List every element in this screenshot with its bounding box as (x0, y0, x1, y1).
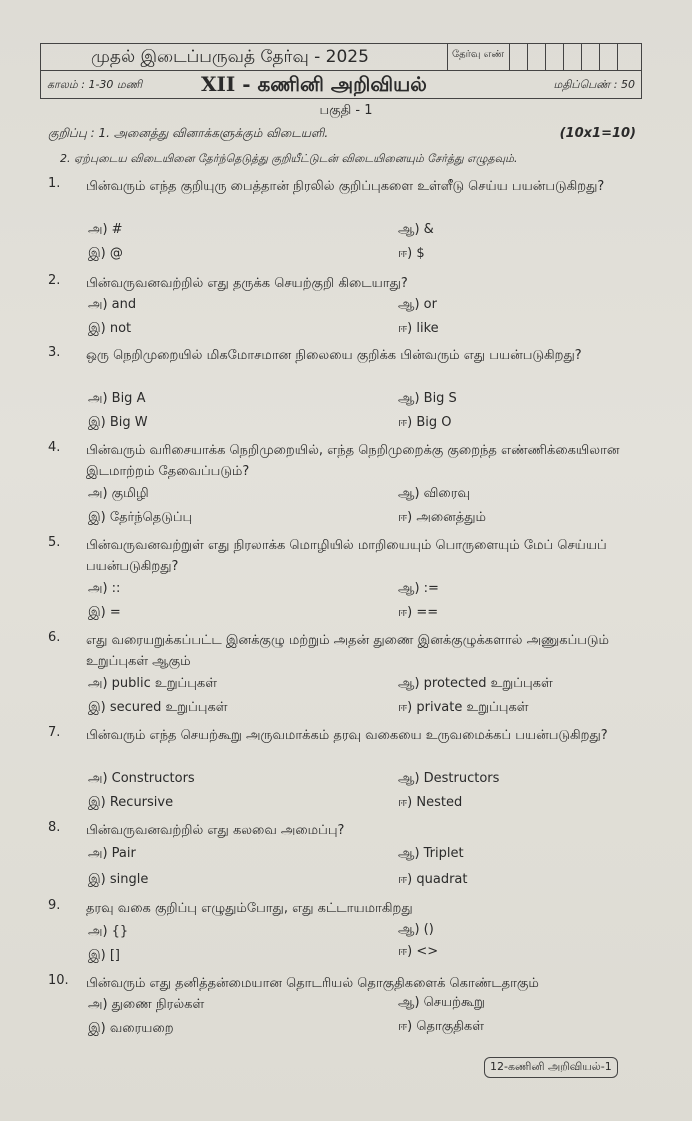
question-number: 6. (48, 630, 61, 645)
option-b: ஆ) & (398, 222, 434, 237)
section-marks: (10x1=10) (559, 126, 636, 141)
option-a: அ) and (88, 297, 137, 312)
option-c: இ) வரையறை (88, 1021, 174, 1036)
option-d: ஈ) $ (398, 246, 425, 261)
option-d: ஈ) like (398, 321, 439, 336)
option-a: அ) Constructors (88, 771, 195, 786)
question-number: 5. (48, 535, 61, 550)
reg-box-divider (617, 44, 618, 70)
option-c: இ) secured உறுப்புகள் (88, 700, 228, 715)
option-b: ஆ) செயற்கூறு (398, 995, 485, 1010)
option-a: அ) # (88, 222, 123, 237)
question-number: 2. (48, 273, 61, 288)
exam-title: முதல் இடைப்பருவத் தேர்வு - 2025 (91, 47, 369, 67)
option-a: அ) {} (88, 924, 129, 939)
option-d: ஈ) <> (398, 944, 439, 959)
question-text: தரவு வகை குறிப்பு எழுதும்போது, எது கட்டாயமாகிறது (86, 901, 413, 916)
question-number: 10. (48, 973, 69, 988)
question-number: 7. (48, 725, 61, 740)
option-a: அ) Pair (88, 846, 136, 861)
register-number-label: தேர்வு எண் (452, 49, 505, 60)
question-text: எது வரையறுக்கப்பட்ட இனக்குழு மற்றும் அதன் துணை இனக்குழுக்களால் அணுகப்படும் உறுப்புகள் ஆகும் (86, 633, 609, 669)
question-text: பின்வருவனவற்றில் எது தருக்க செயற்குறி கிடையாது? (86, 276, 408, 291)
question-text: பின்வருவனவற்றில் எது கலவை அமைப்பு? (86, 823, 345, 838)
reg-box-divider (581, 44, 582, 70)
option-a: அ) public உறுப்புகள் (88, 676, 217, 691)
option-d: ஈ) private உறுப்புகள் (398, 700, 529, 715)
option-a: அ) :: (88, 581, 121, 596)
option-b: ஆ) protected உறுப்புகள் (398, 676, 553, 691)
instruction-1: குறிப்பு : 1. அனைத்து வினாக்களுக்கும் விடையளி. (48, 126, 329, 140)
option-d: ஈ) == (398, 605, 439, 620)
reg-box-divider (545, 44, 546, 70)
question-number: 9. (48, 898, 61, 913)
question-text: பின்வரும் எந்த செயற்கூறு அருவமாக்கம் தரவு வகையை உருவமைக்கப் பயன்படுகிறது? (86, 728, 608, 743)
option-c: இ) தேர்ந்தெடுப்பு (88, 510, 193, 525)
reg-box-divider (509, 44, 510, 70)
reg-box-divider (563, 44, 564, 70)
question-text: பின்வரும் எது தனித்தன்மையான தொடரியல் தொகுதிகளைக் கொண்டதாகும் (86, 976, 539, 991)
option-b: ஆ) Big S (398, 391, 457, 406)
question-text: பின்வருவனவற்றுள் எது நிரலாக்க மொழியில் மாறியையும் பொருளையும் மேப் செய்யப் பயன்படுகிறது? (86, 538, 607, 574)
option-d: ஈ) quadrat (398, 872, 468, 887)
option-a: அ) Big A (88, 391, 146, 406)
option-c: இ) Recursive (88, 795, 174, 810)
option-c: இ) Big W (88, 415, 148, 430)
option-b: ஆ) Destructors (398, 771, 500, 786)
option-a: அ) துணை நிரல்கள் (88, 997, 205, 1012)
option-c: இ) [] (88, 948, 120, 963)
question-number: 8. (48, 820, 61, 835)
option-d: ஈ) Big O (398, 415, 452, 430)
header-info-row (41, 71, 641, 98)
option-c: இ) @ (88, 246, 123, 261)
question-number: 3. (48, 345, 61, 360)
option-d: ஈ) அனைத்தும் (398, 510, 486, 525)
instruction-2: 2. ஏற்புடைய விடையினை தேர்ந்தெடுத்து குறியீட்டுடன் விடையினையும் சேர்த்து எழுதவும். (60, 152, 518, 165)
exam-duration: காலம் : 1-30 மணி (47, 78, 143, 91)
question-number: 4. (48, 440, 61, 455)
part-heading: பகுதி - 1 (319, 103, 373, 118)
question-text: பின்வரும் எந்த குறியுரு பைத்தான் நிரலில் குறிப்புகளை உள்ளீடு செய்ய பயன்படுகிறது? (86, 179, 605, 194)
option-b: ஆ) := (398, 581, 439, 596)
option-b: ஆ) () (398, 922, 434, 937)
option-a: அ) குமிழி (88, 486, 149, 501)
reg-box-divider (599, 44, 600, 70)
subject-title: XII - கணினி அறிவியல் (201, 72, 427, 96)
option-b: ஆ) or (398, 297, 437, 312)
divider (447, 44, 448, 70)
option-b: ஆ) Triplet (398, 846, 464, 861)
option-c: இ) not (88, 321, 132, 336)
option-b: ஆ) விரைவு (398, 486, 470, 501)
option-d: ஈ) தொகுதிகள் (398, 1019, 484, 1034)
page-footer-label: 12-கணினி அறிவியல்-1 (484, 1057, 618, 1078)
header-title-row (41, 44, 641, 71)
question-text: பின்வரும் வரிசையாக்க நெறிமுறையில், எந்த நெறிமுறைக்கு குறைந்த எண்ணிக்கையிலான இடமாற்றம் தேவைப்படும்? (86, 443, 620, 479)
max-marks: மதிப்பெண் : 50 (553, 78, 635, 91)
option-d: ஈ) Nested (398, 795, 463, 810)
option-c: இ) single (88, 872, 149, 887)
reg-box-divider (527, 44, 528, 70)
option-c: இ) = (88, 605, 121, 620)
exam-header-box (40, 43, 642, 99)
question-number: 1. (48, 176, 61, 191)
question-text: ஒரு நெறிமுறையில் மிகமோசமான நிலையை குறிக்க பின்வரும் எது பயன்படுகிறது? (86, 348, 582, 363)
